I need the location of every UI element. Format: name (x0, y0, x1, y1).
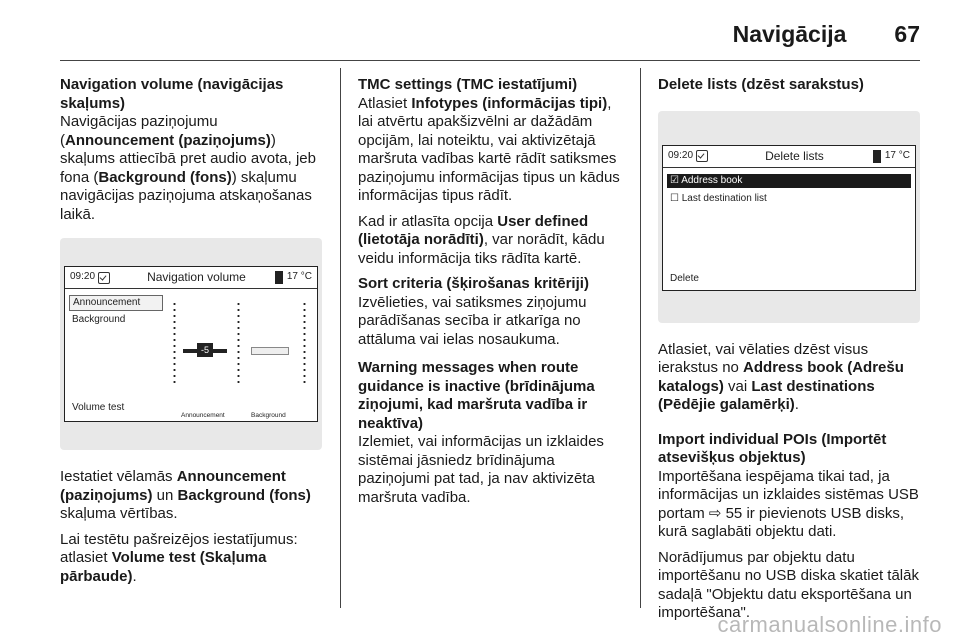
watermark: carmanualsonline.info (717, 612, 942, 637)
screen-title: Delete lists (765, 148, 824, 163)
temperature: 17 °C (884, 149, 910, 161)
paragraph-import-usb: Importēšana iespējama tikai tad, ja informācijas un izklaides sistēmas USB portam ⇨ 55 ir pievienots USB disks, kurā saglabāti objektu dati. (658, 467, 919, 540)
announcement-scale-label: Announcement (181, 412, 225, 419)
announcement-slider-value: -5 (197, 343, 213, 357)
paragraph-infotypes: Atlasiet Infotypes (informācijas tipi), lai atvērtu apakšizvēlni ar dažādām opcijām, lai noteiktu, vai aktivizētajā maršruta vadības kartē rādīt satiksmes paziņojumu informācijas tipus un kādus informācijas tipus rādīt. (358, 94, 620, 204)
scale-dots-middle (237, 301, 240, 385)
scale-dots-left (173, 301, 176, 385)
navigation-volume-screenshot (60, 238, 322, 450)
menu-item-address-book[interactable]: ☑ Address book (667, 174, 911, 188)
clock: 09:20 (70, 271, 96, 283)
section-title-delete-lists: Delete lists (dzēst sarakstus) (658, 76, 864, 93)
section-title-import-pois: Import individual POIs (Importēt atsevišķus objektus) (658, 430, 887, 466)
background-slider-bar[interactable] (251, 347, 289, 355)
column-2 (358, 76, 628, 514)
screen-status-bar (663, 146, 915, 168)
paragraph-warning-messages: Izlemiet, vai informācijas un izklaides sistēmai jāsniedz brīdinājuma paziņojumi pat tad, ja nav aktivizēta maršruta vadība. (358, 433, 604, 506)
page-header (60, 14, 920, 54)
menu-item-announcement[interactable]: Announcement (69, 295, 163, 311)
section-title-warning-messages: Warning messages when route guidance is inactive (brīdinājuma ziņojumi, kad maršruta vadība ir neaktīva) (358, 359, 595, 432)
paragraph-sort-criteria: Izvēlieties, vai satiksmes ziņojumu parādīšanas secība ir atkarīga no attāluma vai ielas nosaukuma. (358, 293, 587, 348)
paragraph-navigation-volume: Navigācijas paziņojumu (Announcement (paziņojums)) skaļums attiecībā pret audio avota, jeb fona (Background (fons)) skaļumu navigācijas paziņojuma atskaņošanas laikā. (60, 113, 316, 223)
screen-display (662, 145, 916, 291)
delete-lists-screenshot (658, 111, 920, 323)
gps-check-icon (696, 150, 708, 162)
paragraph-set-values: Iestatiet vēlamās Announcement (paziņojums) un Background (fons) skaļuma vērtības. (60, 468, 311, 522)
header-divider (60, 60, 920, 61)
section-title-sort-criteria: Sort criteria (šķirošanas kritēriji) (358, 275, 589, 292)
page-title: Navigācija (732, 20, 847, 47)
screen-title: Navigation volume (147, 270, 246, 285)
column-divider-2 (640, 68, 641, 608)
background-scale-label: Background (251, 412, 286, 419)
section-title-navigation-volume: Navigation volume (navigācijas skaļums) (60, 76, 284, 112)
column-3 (658, 76, 920, 630)
paragraph-user-defined: Kad ir atlasīta opcija User defined (lietotāja norādīti), var norādīt, kādu veidu informācija tiks rādīta kartē. (358, 212, 605, 267)
column-1 (60, 76, 328, 593)
thermometer-icon (873, 150, 881, 163)
screen-status-bar (65, 267, 317, 289)
column-divider-1 (340, 68, 341, 608)
page-number: 67 (894, 20, 920, 47)
section-title-tmc-settings: TMC settings (TMC iestatījumi) (358, 76, 578, 93)
thermometer-icon (275, 271, 283, 284)
menu-item-background[interactable]: Background (72, 314, 126, 325)
menu-item-last-destination-list[interactable]: ☐ Last destination list (670, 192, 767, 204)
screen-display (64, 266, 318, 422)
menu-item-delete[interactable]: Delete (670, 272, 699, 284)
paragraph-delete-lists: Atlasiet, vai vēlaties dzēst visus ierakstus no Address book (Adrešu katalogs) vai Last destinations (Pēdējie galamērķi). (658, 340, 904, 413)
clock: 09:20 (668, 149, 694, 161)
temperature: 17 °C (286, 271, 312, 283)
gps-check-icon (98, 272, 110, 284)
paragraph-volume-test: Lai testētu pašreizējos iestatījumus: atlasiet Volume test (Skaļuma pārbaude). (60, 530, 298, 585)
paragraph-import-instructions: Norādījumus par objektu datu importēšanu no USB diska skatiet tālāk sadaļā "Objektu datu eksportēšana un importēšana". (658, 548, 919, 621)
scale-dots-right (303, 301, 306, 385)
menu-item-volume-test[interactable]: Volume test (72, 402, 125, 413)
